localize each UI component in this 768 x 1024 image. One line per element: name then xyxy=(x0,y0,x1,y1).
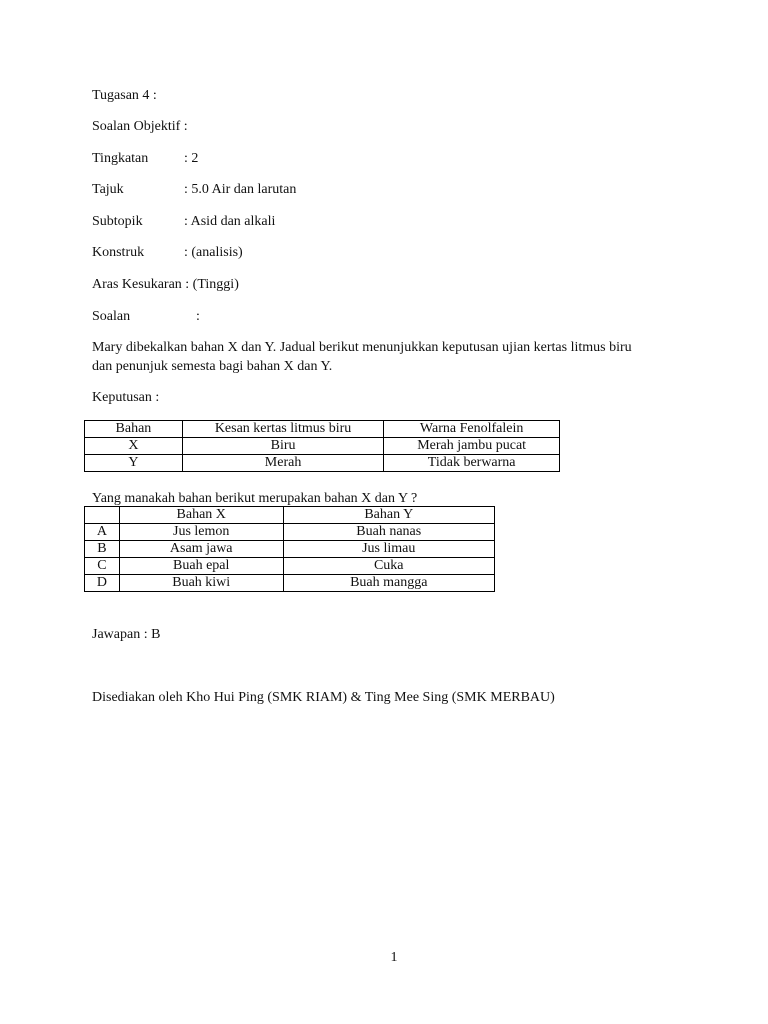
meta-label: Subtopik xyxy=(92,214,143,229)
table-header-row xyxy=(85,421,560,438)
question-text-line: dan penunjuk semesta bagi bahan X dan Y. xyxy=(92,359,333,374)
table-cell: Buah epal xyxy=(119,558,283,575)
table-header-cell xyxy=(85,507,120,524)
table-cell: Tidak berwarna xyxy=(384,455,560,472)
table-cell: Merah xyxy=(182,455,384,472)
meta-value: : 5.0 Air dan larutan xyxy=(184,182,297,197)
option-letter: C xyxy=(85,558,120,575)
table-row xyxy=(85,455,560,472)
table-header-cell: Bahan X xyxy=(119,507,283,524)
option-letter: A xyxy=(85,524,120,541)
options-table xyxy=(84,506,495,592)
meta-row-subtopik xyxy=(92,213,275,230)
option-letter: D xyxy=(85,575,120,592)
table-cell: X xyxy=(85,438,183,455)
meta-label: Tingkatan xyxy=(92,151,149,166)
table-row xyxy=(85,575,495,592)
answer-line: Jawapan : B xyxy=(92,627,161,642)
table-header-cell: Bahan Y xyxy=(283,507,494,524)
table-cell: Asam jawa xyxy=(119,541,283,558)
option-letter: B xyxy=(85,541,120,558)
meta-value: : (analisis) xyxy=(184,245,243,260)
table-row xyxy=(85,524,495,541)
table-cell: Cuka xyxy=(283,558,494,575)
meta-row-tajuk xyxy=(92,181,296,198)
question-colon: : xyxy=(196,309,200,324)
table-row xyxy=(85,558,495,575)
meta-row-konstruk xyxy=(92,244,243,261)
credits-line: Disediakan oleh Kho Hui Ping (SMK RIAM) & Ting Mee Sing (SMK MERBAU) xyxy=(92,690,555,705)
meta-value: : 2 xyxy=(184,151,199,166)
table-header-row xyxy=(85,507,495,524)
table-cell: Buah nanas xyxy=(283,524,494,541)
choice-question: Yang manakah bahan berikut merupakan bahan X dan Y ? xyxy=(92,491,418,506)
table-cell: Merah jambu pucat xyxy=(384,438,560,455)
results-label: Keputusan : xyxy=(92,390,160,405)
table-header-cell: Bahan xyxy=(85,421,183,438)
table-cell: Buah mangga xyxy=(283,575,494,592)
table-header-cell: Warna Fenolfalein xyxy=(384,421,560,438)
results-table xyxy=(84,420,560,472)
table-cell: Y xyxy=(85,455,183,472)
question-text xyxy=(92,338,732,376)
difficulty-line: Aras Kesukaran : (Tinggi) xyxy=(92,277,239,292)
meta-row-tingkatan xyxy=(92,150,198,167)
table-cell: Buah kiwi xyxy=(119,575,283,592)
meta-value: : Asid dan alkali xyxy=(184,214,276,229)
table-cell: Jus lemon xyxy=(119,524,283,541)
table-row xyxy=(85,438,560,455)
table-row xyxy=(85,541,495,558)
question-text-line: Mary dibekalkan bahan X dan Y. Jadual berikut menunjukkan keputusan ujian kertas litmus biru xyxy=(92,340,632,355)
meta-label: Tajuk xyxy=(92,182,124,197)
meta-label: Konstruk xyxy=(92,245,145,260)
section-title: Soalan Objektif : xyxy=(92,119,188,134)
question-label-row xyxy=(92,308,200,325)
assignment-title: Tugasan 4 : xyxy=(92,88,157,103)
table-header-cell: Kesan kertas litmus biru xyxy=(182,421,384,438)
question-label: Soalan xyxy=(92,309,131,324)
page-number: 1 xyxy=(390,950,398,965)
table-cell: Biru xyxy=(182,438,384,455)
table-cell: Jus limau xyxy=(283,541,494,558)
